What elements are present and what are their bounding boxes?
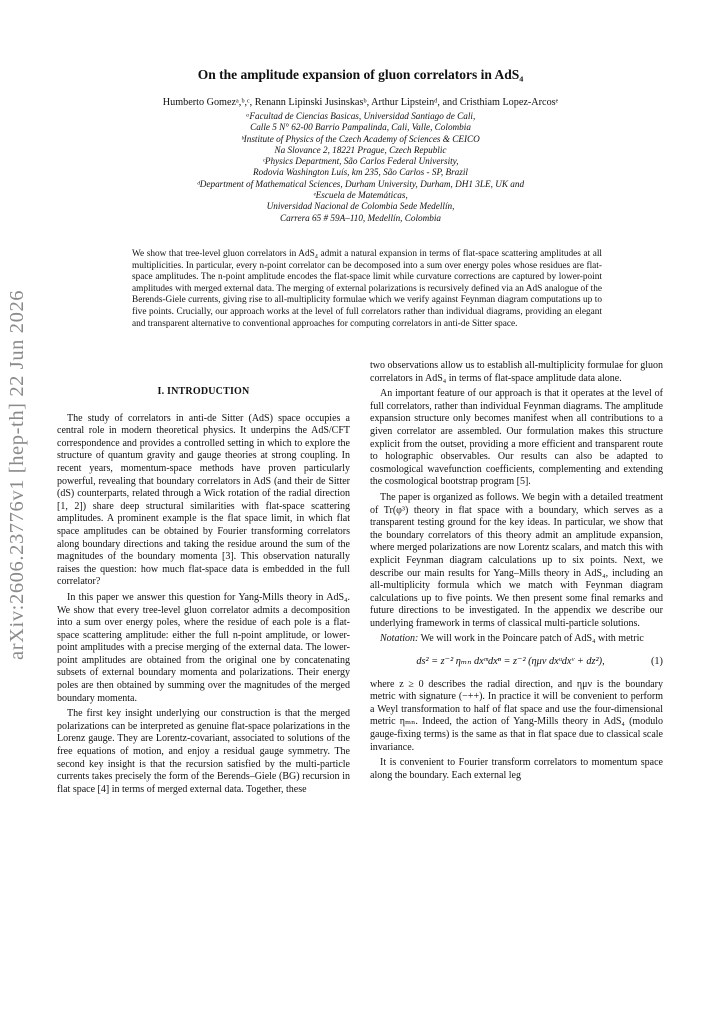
affiliation-line: Na Slovance 2, 18221 Prague, Czech Republic: [274, 144, 447, 155]
affiliation-line: ᵈDepartment of Mathematical Sciences, Durham University, Durham, DH1 3LE, UK and: [196, 178, 525, 189]
paragraph: where z ≥ 0 describes the radial direction, and ημν is the boundary metric with signature (−++). In practice it will be convenient to perform a Weyl transformation to half of flat space and use the four-dimensional metric ηₘₙ. Indeed, the action of Yang-Mills theory in AdS₄ (modulo gauge-fixing terms) is the same as that in flat space due to classical scale invariance.: [370, 678, 663, 753]
affiliation-line: ᶜPhysics Department, São Carlos Federal University,: [262, 156, 459, 167]
equation-body: ds² = z⁻² ηₘₙ dxᵐdxⁿ = z⁻² (ημν dxᵘdxᵛ + dz²),: [416, 656, 605, 668]
arxiv-identifier-stamp: arXiv:2606.23776v1 [hep-th] 22 Jun 2026: [6, 289, 28, 660]
author-list: Humberto Gomezᵃ,ᵇ,ᶜ, Renann Lipinski Jusinskasᵇ, Arthur Lipsteinᵈ, and Cristhiam Lopez-Arcosᵉ: [162, 97, 559, 108]
affiliation-line: Carrera 65 # 59A–110, Medellín, Colombia: [279, 212, 442, 223]
equation-number: (1): [650, 656, 663, 668]
affiliation-line: Rodovia Washington Luís, km 235, São Carlos - SP, Brazil: [253, 167, 468, 178]
affiliations: [0, 111, 721, 224]
notation-label: Notation:: [380, 633, 419, 645]
notation-paragraph: [370, 633, 663, 646]
paragraph: two observations allow us to establish all-multiplicity formulae for gluon correlators in AdS₄ in terms of flat-space amplitude data alone.: [370, 360, 663, 384]
notation-text: We will work in the Poincare patch of AdS₄ with metric: [418, 633, 644, 645]
affiliation-line: Calle 5 N° 62-00 Barrio Pampalinda, Cali, Valle, Colombia: [250, 122, 471, 133]
paragraph: The first key insight underlying our construction is that the merged polarizations can be interpreted as genuine flat-space polarizations in the Lorenz gauge. They are Lorentz-covariant, associated to solutions of the free equations of motion, and enjoy a residual gauge symmetry. The second key insight is that the recursion satisfied by the multi-particle currents takes precisely the form of the Berends–Giele (BG) recursion in flat space [4] in terms of merged external data. Together, these: [57, 708, 350, 795]
paragraph: It is convenient to Fourier transform correlators to momentum space along the boundary. Each external leg: [370, 757, 663, 781]
paragraph: The paper is organized as follows. We begin with a detailed treatment of Tr(φ³) theory in flat space with a boundary, which serves as a transparent testing ground for the key ideas. In particular, we show that the boundary correlators of this theory admit an amplitude expansion, where merged polarizations are now Lorentz scalars, and match this with explicit Feynman diagram calculations up to six points. Next, we describe our main results for Yang–Mills theory in AdS₄, including an all-multiplicity formula which we match with Feynman diagram calculations up to five points. We then present some final remarks and future directions to be investigated. In the appendix we describe our underlying framework in terms of classical multi-particle solutions.: [370, 491, 663, 629]
abstract: We show that tree-level gluon correlators in AdS₄ admit a natural expansion in terms of flat-space scattering amplitudes at all multiplicities. In particular, every n-point correlator can be decomposed into a sum over energy poles whose residues are flat-space amplitudes. The n-point amplitude encodes the flat-space limit while curvature corrections are captured by lower-point amplitudes with merged external data. The merging of external polarizations is recursively defined via an AdS analogue of the Berends-Giele currents, giving rise to all-multiplicity formulae which we verify against Feynman diagram computations up to five points. Crucially, our approach works at the level of full correlators rather than individual diagrams, providing an elegant and transparent alternative to conventional approaches for computing correlators in anti-de Sitter space.: [132, 249, 602, 329]
paragraph: In this paper we answer this question for Yang-Mills theory in AdS₄. We show that every tree-level gluon correlator admits a decomposition into a sum over energy poles, where the residue of each pole is a flat-space scattering amplitude: either the full n-point amplitude, or lower-point amplitudes with a precise merging of the external data. The lower-point amplitudes are obtained from the original one by concatenating subsets of external boundary momenta and polarizations. Their energy poles are then obtained by summing over the magnitudes of the merged boundary momenta.: [57, 591, 350, 704]
right-column: [370, 360, 663, 785]
affiliation-line: ᵇInstitute of Physics of the Czech Academy of Sciences & CEICO: [241, 133, 480, 144]
paragraph: An important feature of our approach is that it operates at the level of full correlators, rather than individual Feynman diagrams. The amplitude expansion structure only becomes manifest when all contributions to a given correlator are assembled. Our formulation makes this structure explicit from the outset, providing a more efficient and transparent route to holographic observables. Our results can also be adapted to cosmological wavefunction coefficients, complementing and extending the cosmological bootstrap program [5].: [370, 388, 663, 488]
affiliation-line: ᵃFacultad de Ciencias Basicas, Universidad Santiago de Cali,: [245, 111, 476, 121]
affiliation-line: Universidad Nacional de Colombia Sede Medellín,: [266, 201, 455, 212]
left-column: [57, 386, 350, 799]
paragraph: The study of correlators in anti-de Sitter (AdS) space occupies a central role in modern theoretical physics. It underpins the AdS/CFT correspondence and provides a controlled setting in which to explore the structure of quantum gravity and gauge theories at strong coupling. In recent years, momentum-space methods have proven particularly powerful, revealing that boundary correlators in AdS (and their de Sitter (dS) counterparts, related through a Wick rotation of the radial direction [1, 2]) share deep structural similarities with flat-space scattering amplitudes. A prominent example is the flat space limit, in which flat space amplitudes can be obtained by Fourier transforming correlators along boundary directions and taking the residue around the sum of the magnitudes of the boundary momenta [3]. This observation naturally raises the question: how much flat-space data is embedded in the full correlator?: [57, 412, 350, 588]
section-heading-introduction: I. INTRODUCTION: [157, 386, 250, 397]
equation-metric: [370, 656, 663, 669]
paper-title: On the amplitude expansion of gluon correlators in AdS₄: [197, 67, 524, 82]
affiliation-line: ᵉEscuela de Matemáticas,: [313, 190, 408, 201]
